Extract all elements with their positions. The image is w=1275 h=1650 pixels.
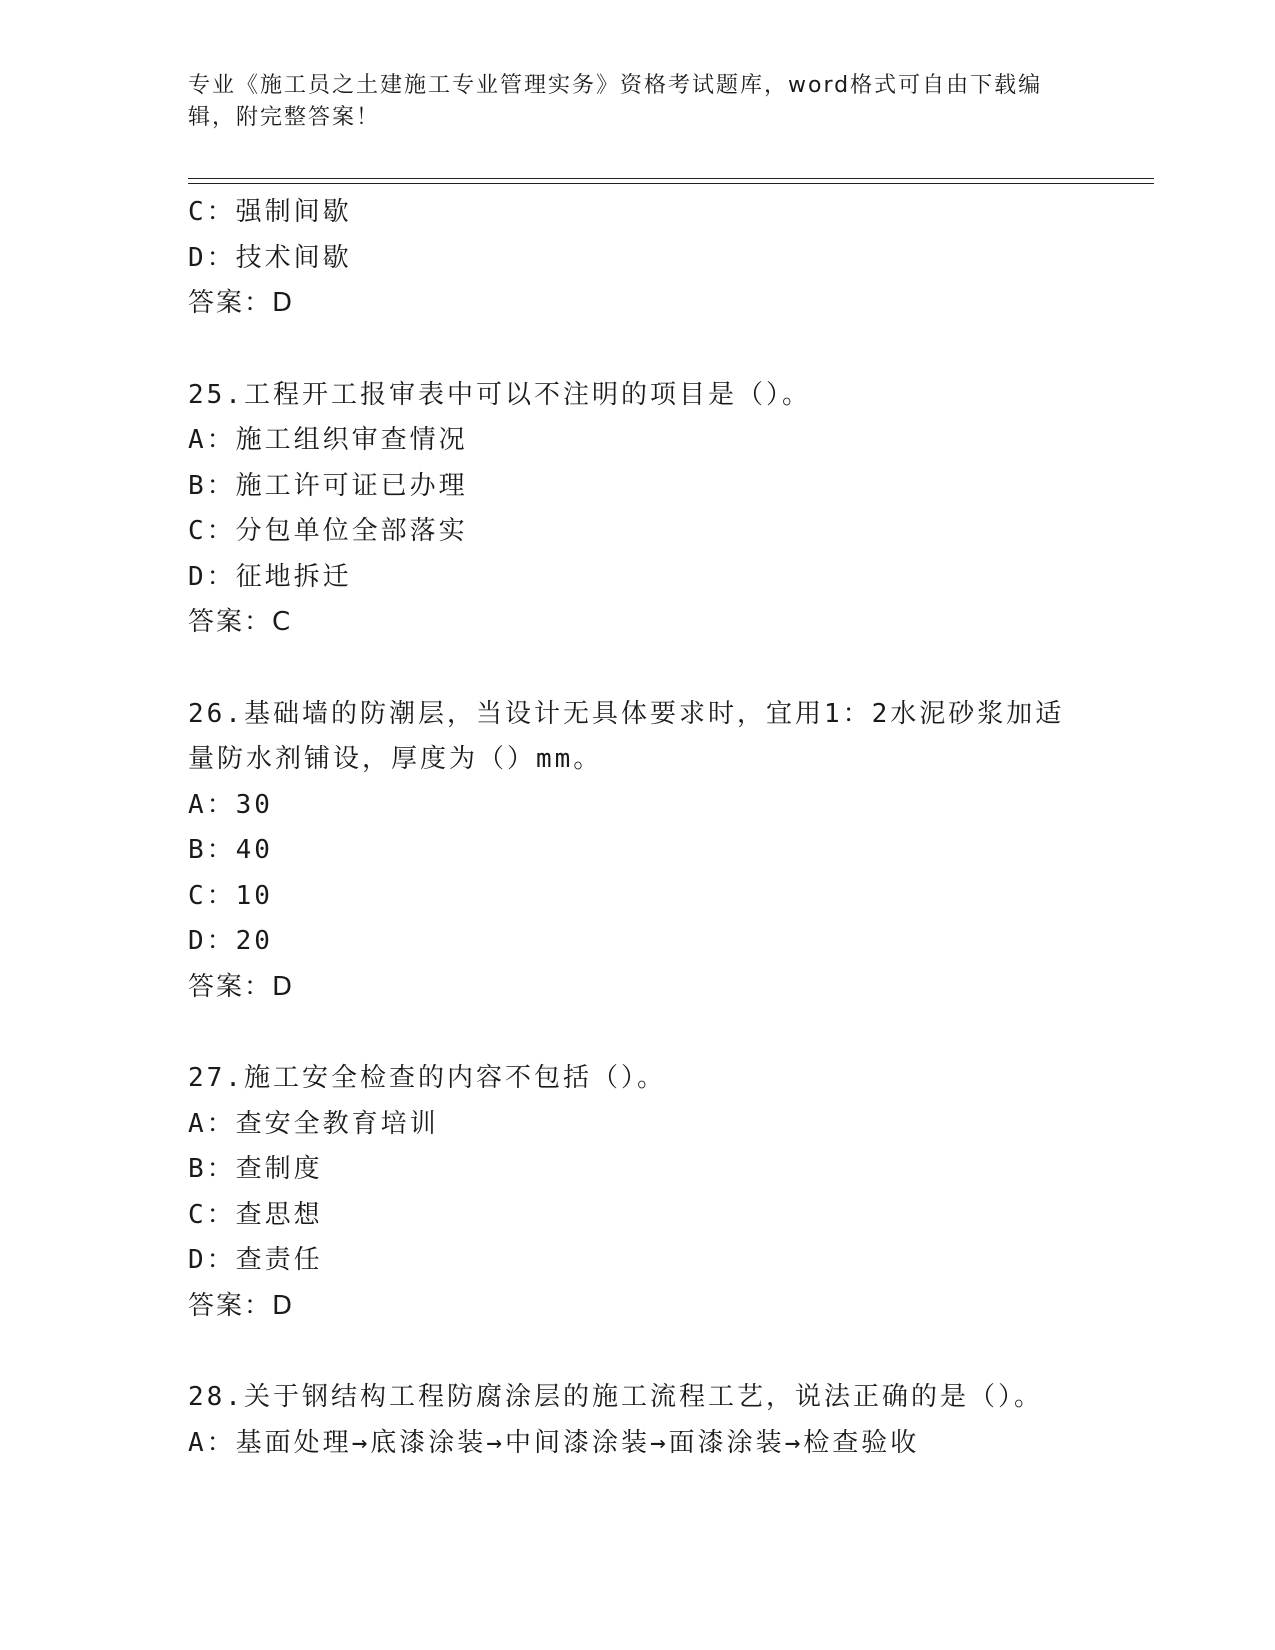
option-a: A：查安全教育培训 [188,1108,439,1139]
option-d: D：查责任 [188,1245,323,1275]
question-list [188,190,1088,1466]
question-stem-line-1: 26.基础墙的防潮层，当设计无具体要求时，宜用1：2水泥砂浆加适 [188,698,1065,729]
option-b: B：查制度 [188,1154,323,1184]
option-c: C：强制间歇 [188,197,352,227]
question-stem: 25.工程开工报审表中可以不注明的项目是（）。 [188,379,811,410]
option-a: A：30 [188,789,273,820]
spacer [188,327,1088,373]
question-27 [188,1056,1088,1329]
question-stem-line-2: 量防水剂铺设，厚度为（）mm。 [188,744,603,774]
question-28 [188,1375,1088,1466]
option-c: C：10 [188,880,273,911]
answer-line: 答案：D [188,288,295,318]
header-line-2: 辑，附完整答案！ [188,105,381,130]
spacer [188,1010,1088,1056]
option-a: A：施工组织审查情况 [188,425,468,455]
option-d: D：20 [188,926,273,956]
question-stem: 28.关于钢结构工程防腐涂层的施工流程工艺，说法正确的是（）。 [188,1382,1043,1412]
option-c: C：分包单位全部落实 [188,516,468,546]
document-header [188,70,1068,134]
question-25 [188,373,1088,646]
answer-line: 答案：D [188,971,295,1002]
option-d: D：征地拆迁 [188,561,352,592]
header-divider-bottom [188,183,1154,184]
spacer [188,1329,1088,1375]
option-d: D：技术间歇 [188,242,352,273]
option-b: B：40 [188,835,273,865]
question-continuation [188,190,1088,327]
answer-line: 答案：C [188,607,293,637]
header-line-1: 专业《施工员之土建施工专业管理实务》资格考试题库，word格式可自由下载编 [188,73,1043,98]
spacer [188,646,1088,692]
option-c: C：查思想 [188,1199,323,1230]
header-divider-top [188,178,1154,179]
option-a: A：基面处理→底漆涂装→中间漆涂装→面漆涂装→检查验收 [188,1427,920,1458]
option-b: B：施工许可证已办理 [188,470,468,501]
question-26 [188,692,1088,1011]
answer-line: 答案：D [188,1290,295,1321]
question-stem: 27.施工安全检查的内容不包括（）。 [188,1063,666,1093]
